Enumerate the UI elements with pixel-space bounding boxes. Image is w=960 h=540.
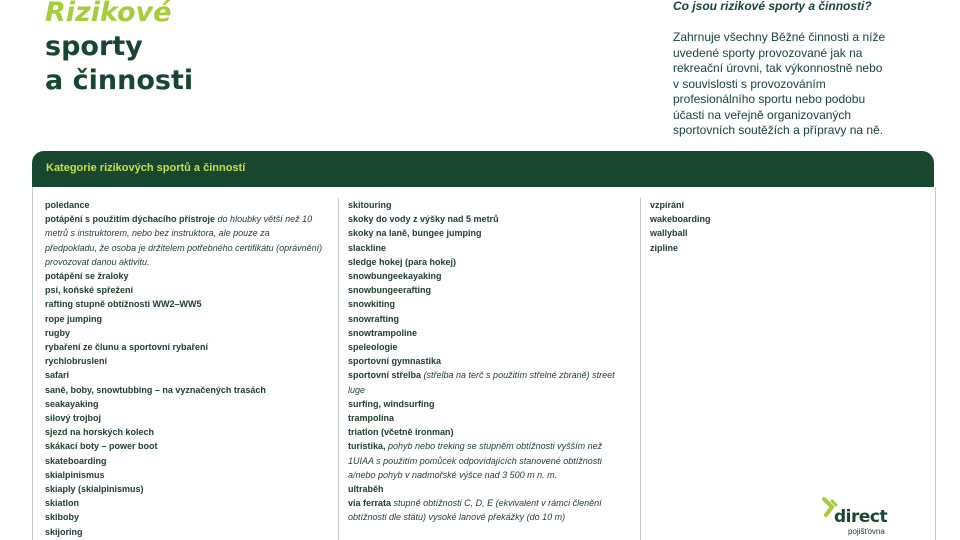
sport-item bbox=[348, 439, 628, 482]
sport-name: speleologie bbox=[348, 342, 398, 353]
sport-name: potápění se žraloky bbox=[45, 271, 129, 282]
sport-item bbox=[348, 269, 628, 283]
sports-column-1 bbox=[45, 198, 323, 539]
sport-item bbox=[348, 354, 628, 368]
sport-item bbox=[348, 241, 628, 255]
sport-item bbox=[45, 368, 323, 382]
sport-item bbox=[45, 383, 323, 397]
title-line-2: sporty bbox=[45, 31, 143, 62]
sport-name: rope jumping bbox=[45, 313, 102, 324]
sport-item bbox=[348, 397, 628, 411]
sports-column-2 bbox=[348, 198, 628, 525]
sport-name: sledge hokej (para hokej) bbox=[348, 256, 457, 267]
sport-item bbox=[45, 468, 323, 482]
sport-name: wakeboarding bbox=[650, 214, 711, 225]
title-line-3: a činnosti bbox=[45, 65, 194, 96]
sport-item bbox=[650, 198, 920, 212]
sport-description: stupně obtížnosti C, D, E (ekvivalent v rámci členění obtížnosti dle státu) vysoké lanové překážky (do 10 m) bbox=[348, 498, 602, 523]
sport-name: psí, koňské spřežení bbox=[45, 285, 134, 296]
direct-logo bbox=[822, 497, 902, 537]
sport-name: poledance bbox=[45, 200, 90, 210]
sport-item bbox=[45, 496, 323, 510]
sport-item bbox=[45, 510, 323, 524]
sport-item bbox=[45, 198, 323, 212]
category-panel-header bbox=[32, 151, 934, 187]
sport-name: skoky do vody z výšky nad 5 metrů bbox=[348, 214, 499, 225]
sport-name: skoky na laně, bungee jumping bbox=[348, 228, 482, 239]
sport-item bbox=[650, 212, 920, 226]
sport-name: skiatlon bbox=[45, 498, 80, 509]
sport-item bbox=[348, 283, 628, 297]
sport-item bbox=[348, 368, 628, 396]
sport-item bbox=[45, 312, 323, 326]
sport-name: triatlon (včetně ironman) bbox=[348, 427, 454, 438]
sport-item bbox=[45, 454, 323, 468]
sport-item bbox=[45, 326, 323, 340]
sport-name: safari bbox=[45, 370, 70, 381]
sport-name: wallyball bbox=[650, 228, 688, 239]
logo-wordmark: direct bbox=[834, 507, 888, 527]
sport-name: sportovní střelba bbox=[348, 370, 422, 381]
sport-name: turistika, bbox=[348, 441, 386, 452]
sport-name: rafting stupně obtížnosti WW2–WW5 bbox=[45, 299, 202, 310]
sport-item bbox=[650, 241, 920, 255]
sport-name: rybaření ze člunu a sportovní rybaření bbox=[45, 342, 209, 353]
sport-item bbox=[348, 198, 628, 212]
intro-question: Co jsou rizikové sporty a činnosti? bbox=[673, 0, 872, 13]
sport-description: do hloubky větší než 10 metrů s instruktorem, nebo bez instruktora, ale pouze za předpokladu, že osoba je držitelem potřebného certifikátu (oprávnění) provozovat danou aktivitu. bbox=[45, 214, 323, 267]
sport-item bbox=[348, 496, 628, 524]
sport-name: surfing, windsurfing bbox=[348, 398, 435, 409]
sport-name: snowbungeekayaking bbox=[348, 271, 442, 282]
sport-item bbox=[45, 354, 323, 368]
sport-item bbox=[45, 482, 323, 496]
sport-name: vzpírání bbox=[650, 200, 685, 210]
sport-name: skialpinismus bbox=[45, 469, 105, 480]
sport-name: rychlobruslení bbox=[45, 356, 108, 367]
sport-item bbox=[45, 297, 323, 311]
sport-name: silový trojboj bbox=[45, 413, 102, 424]
category-panel-title: Kategorie rizikových sportů a činností bbox=[46, 162, 246, 174]
intro-answer: Zahrnuje všechny Běžné činnosti a níže uvedené sporty provozované jak na rekreační úrovni, tak výkonnostně nebo v souvislosti s provozováním profesionálního sportu nebo podobu účasti na veřejně organizovaných sportovních soutěžích a přípravy na ně. bbox=[673, 30, 886, 137]
sport-name: via ferrata bbox=[348, 498, 392, 509]
sport-name: skitouring bbox=[348, 200, 392, 210]
sport-item bbox=[348, 326, 628, 340]
sport-name: snowkiting bbox=[348, 299, 395, 310]
sport-item bbox=[45, 340, 323, 354]
sport-name: sportovní gymnastika bbox=[348, 356, 442, 367]
sport-name: skijoring bbox=[45, 526, 83, 537]
sport-name: skiboby bbox=[45, 512, 80, 523]
sport-item bbox=[348, 255, 628, 269]
column-divider bbox=[338, 198, 339, 540]
sport-item bbox=[348, 297, 628, 311]
sport-name: sjezd na horských kolech bbox=[45, 427, 155, 438]
sport-item bbox=[45, 269, 323, 283]
sport-name: trampolína bbox=[348, 413, 395, 424]
title-line-1: Rizikové bbox=[45, 0, 172, 28]
sport-item bbox=[45, 525, 323, 539]
sport-item bbox=[45, 439, 323, 453]
sport-item bbox=[348, 411, 628, 425]
sport-name: saně, boby, snowtubbing – na vyznačených trasách bbox=[45, 384, 266, 395]
sport-item bbox=[45, 212, 323, 269]
sport-item bbox=[45, 283, 323, 297]
sport-name: snowbungeerafting bbox=[348, 285, 431, 296]
sport-item bbox=[348, 312, 628, 326]
sport-name: rugby bbox=[45, 327, 71, 338]
sport-name: slackline bbox=[348, 242, 387, 253]
sports-column-3 bbox=[650, 198, 920, 255]
sport-item bbox=[348, 425, 628, 439]
sport-item bbox=[348, 482, 628, 496]
sport-name: skateboarding bbox=[45, 455, 107, 466]
sport-item bbox=[45, 411, 323, 425]
sport-name: potápění s použitím dýchacího přístroje bbox=[45, 214, 216, 225]
sport-name: seakayaking bbox=[45, 398, 99, 409]
sport-name: snowtrampoline bbox=[348, 327, 418, 338]
sport-description: (střelba na terč s použitím střelné zbraně) street luge bbox=[348, 370, 615, 395]
sport-name: zipline bbox=[650, 242, 679, 253]
sport-item bbox=[348, 226, 628, 240]
sport-item bbox=[348, 340, 628, 354]
sport-item bbox=[45, 425, 323, 439]
sport-name: ultraběh bbox=[348, 484, 384, 495]
sport-description: pohyb nebo treking se stupněm obtížnosti vyšším než 1UIAA s použitím pomůcek odpovídajících stanovené obtížnosti a/nebo pohyb v nadmořské výšce nad 3 500 m n. m. bbox=[348, 441, 603, 480]
sport-item bbox=[45, 397, 323, 411]
sport-name: skiaply (skialpinismus) bbox=[45, 484, 144, 495]
sport-item bbox=[348, 212, 628, 226]
logo-subtitle: pojišťovna bbox=[848, 527, 885, 536]
sport-name: snowrafting bbox=[348, 313, 399, 324]
sport-name: skákací boty – power boot bbox=[45, 441, 158, 452]
sport-item bbox=[650, 226, 920, 240]
page-title bbox=[45, 0, 193, 98]
column-divider bbox=[640, 198, 641, 540]
